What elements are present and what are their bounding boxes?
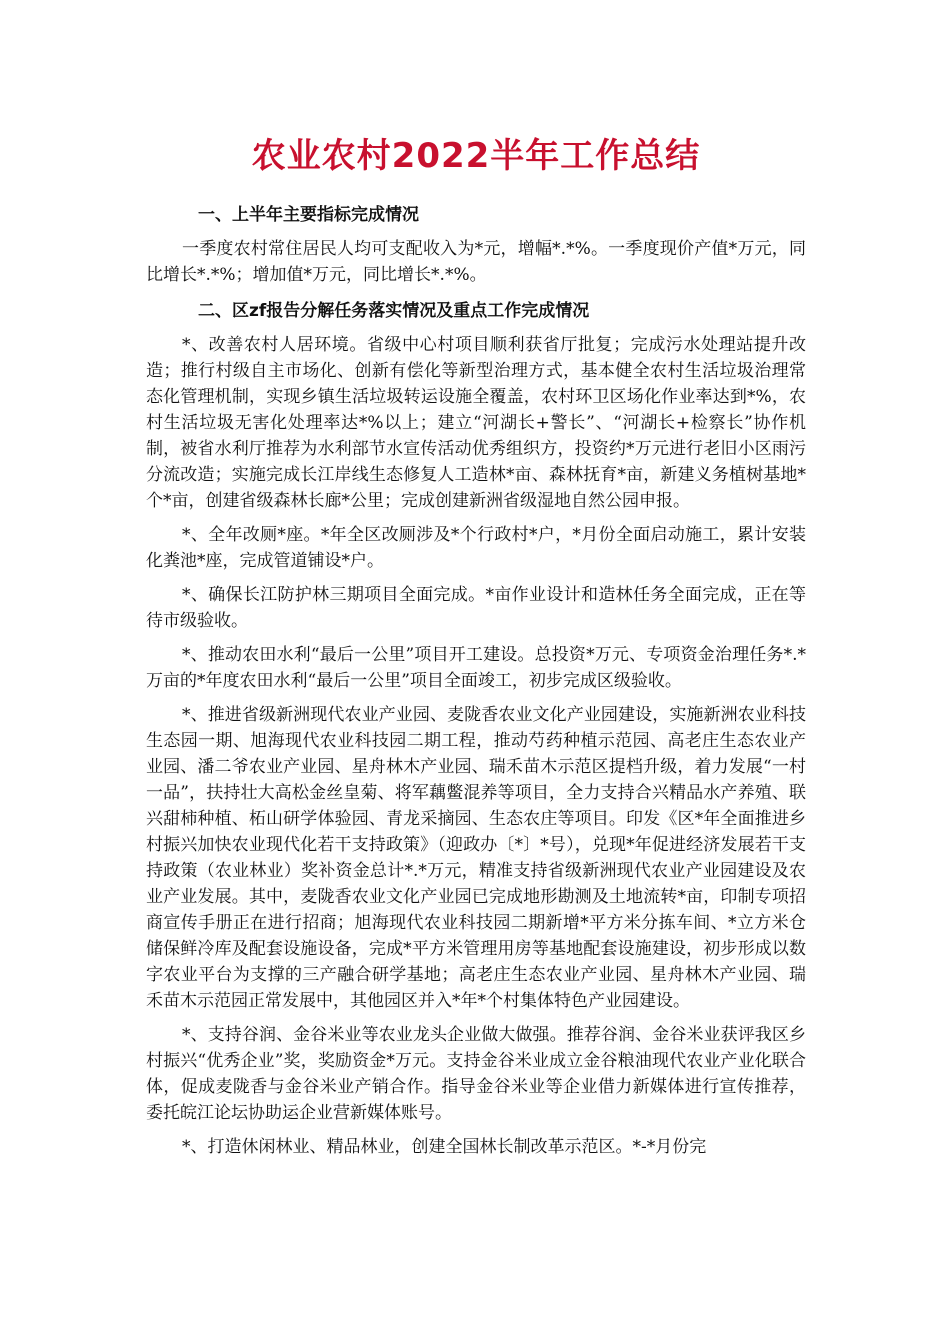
paragraph: *、全年改厕*座。*年全区改厕涉及*个行政村*户，*月份全面启动施工，累计安装化粪池*座，完成管道铺设*户。 <box>146 525 806 571</box>
paragraph: *、支持谷润、金谷米业等农业龙头企业做大做强。推荐谷润、金谷米业获评我区乡村振兴“优秀企业”奖，奖励资金*万元。支持金谷米业成立金谷粮油现代农业产业化联合体，促成麦陇香与金谷米业产销合作。指导金谷米业等企业借力新媒体进行宣传推荐，委托皖江论坛协助运企业营新媒体账号。 <box>146 1025 806 1123</box>
section-heading: 一、上半年主要指标完成情况 <box>198 205 419 225</box>
paragraph: 一季度农村常住居民人均可支配收入为*元，增幅*.*%。一季度现价产值*万元，同比增长*.*%；增加值*万元，同比增长*.*%。 <box>146 239 806 285</box>
section-heading: 二、区zf报告分解任务落实情况及重点工作完成情况 <box>198 301 590 321</box>
section-1 <box>146 200 806 288</box>
section-2 <box>146 296 806 1160</box>
paragraph: *、推进省级新洲现代农业产业园、麦陇香农业文化产业园建设，实施新洲农业科技生态园一期、旭海现代农业科技园二期工程，推动芍药种植示范园、高老庄生态农业产业园、潘二爷农业产业园、星舟林木产业园、瑞禾苗木示范区提档升级，着力发展“一村一品”，扶持壮大高松金丝皇菊、将军藕鳖混养等项目，全力支持合兴精品水产养殖、联兴甜柿种植、柘山研学体验园、青龙采摘园、生态农庄等项目。印发《区*年全面推进乡村振兴加快农业现代化若干支持政策》（迎政办〔*〕*号），兑现*年促进经济发展若干支持政策（农业林业）奖补资金总计*.*万元，精准支持省级新洲现代农业产业园建设及农业产业发展。其中，麦陇香农业文化产业园已完成地形勘测及土地流转*亩，印制专项招商宣传手册正在进行招商；旭海现代农业科技园二期新增*平方米分拣车间、*立方米仓储保鲜冷库及配套设施设备，完成*平方米管理用房等基地配套设施建设，初步形成以数字农业平台为支撑的三产融合研学基地；高老庄生态农业产业园、星舟林木产业园、瑞禾苗木示范园正常发展中，其他园区并入*年*个村集体特色产业园建设。 <box>146 705 806 1011</box>
paragraph: *、确保长江防护林三期项目全面完成。*亩作业设计和造林任务全面完成，正在等待市级验收。 <box>146 585 806 631</box>
paragraph: *、打造休闲林业、精品林业，创建全国林长制改革示范区。*-*月份完 <box>182 1137 707 1157</box>
document-page <box>146 130 806 1168</box>
paragraph: *、推动农田水利“最后一公里”项目开工建设。总投资*万元、专项资金治理任务*.*万亩的*年度农田水利“最后一公里”项目全面竣工，初步完成区级验收。 <box>146 645 806 691</box>
paragraph: *、改善农村人居环境。省级中心村项目顺利获省厅批复；完成污水处理站提升改造；推行村级自主市场化、创新有偿化等新型治理方式，基本健全农村生活垃圾治理常态化管理机制，实现乡镇生活垃圾转运设施全覆盖，农村环卫区场化作业率达到*%，农村生活垃圾无害化处理率达*%以上；建立“河湖长+警长”、“河湖长+检察长”协作机制，被省水利厅推荐为水利部节水宣传活动优秀组织方，投资约*万元进行老旧小区雨污分流改造；实施完成长江岸线生态修复人工造林*亩、森林抚育*亩，新建义务植树基地*个*亩，创建省级森林长廊*公里；完成创建新洲省级湿地自然公园申报。 <box>146 335 806 511</box>
document-title: 农业农村2022半年工作总结 <box>251 136 701 176</box>
